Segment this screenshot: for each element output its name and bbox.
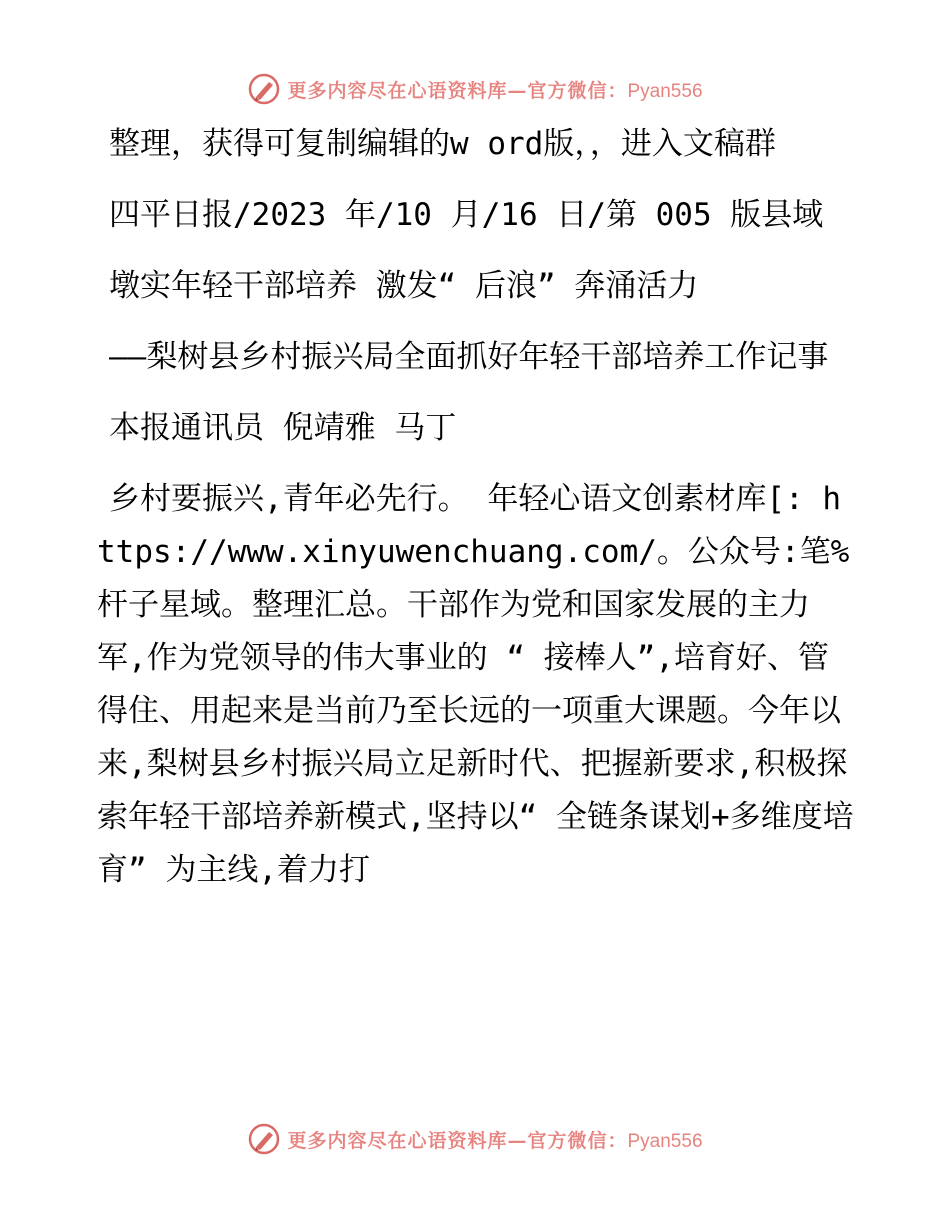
watermark-banner-top [0, 72, 950, 106]
pen-logo-icon [247, 1122, 281, 1156]
source-line: 四平日报/2023 年/10 月/16 日/第 005 版县域 [109, 197, 824, 233]
watermark-text: 更多内容尽在心语资料库—官方微信：Pyan556 [287, 1129, 703, 1152]
subheadline: ——梨树县乡村振兴局全面抓好年轻干部培养工作记事 [109, 339, 829, 375]
watermark-handle: Pyan556 [627, 1130, 703, 1152]
headline: 墩实年轻干部培养 激发“ 后浪” 奔涌活力 [109, 268, 699, 304]
intro-line: 整理，获得可复制编辑的w ord版，，进入文稿群 [109, 126, 776, 162]
pen-logo-icon [247, 72, 281, 106]
byline: 本报通讯员 倪靖雅 马丁 [109, 410, 457, 446]
document-body [97, 118, 857, 915]
body-paragraph: 乡村要振兴,青年必先行。 年轻心语文创素材库[: https://www.xinyuwenchuang.com/。公众号:笔%杆子星域。整理汇总。干部作为党和国家发展的主力军,作为党领导的伟大事业的 “ 接棒人”,培育好、管得住、用起来是当前乃至长远的一项重大课题。今年以来,梨树县乡村振兴局立足新时代、把握新要求,积极探索年轻干部培养新模式,坚持以“ 全链条谋划+多维度培育” 为主线,着力打 [97, 481, 854, 888]
watermark-banner-bottom [0, 1122, 950, 1156]
watermark-handle: Pyan556 [627, 80, 703, 102]
watermark-text: 更多内容尽在心语资料库—官方微信：Pyan556 [287, 79, 703, 102]
